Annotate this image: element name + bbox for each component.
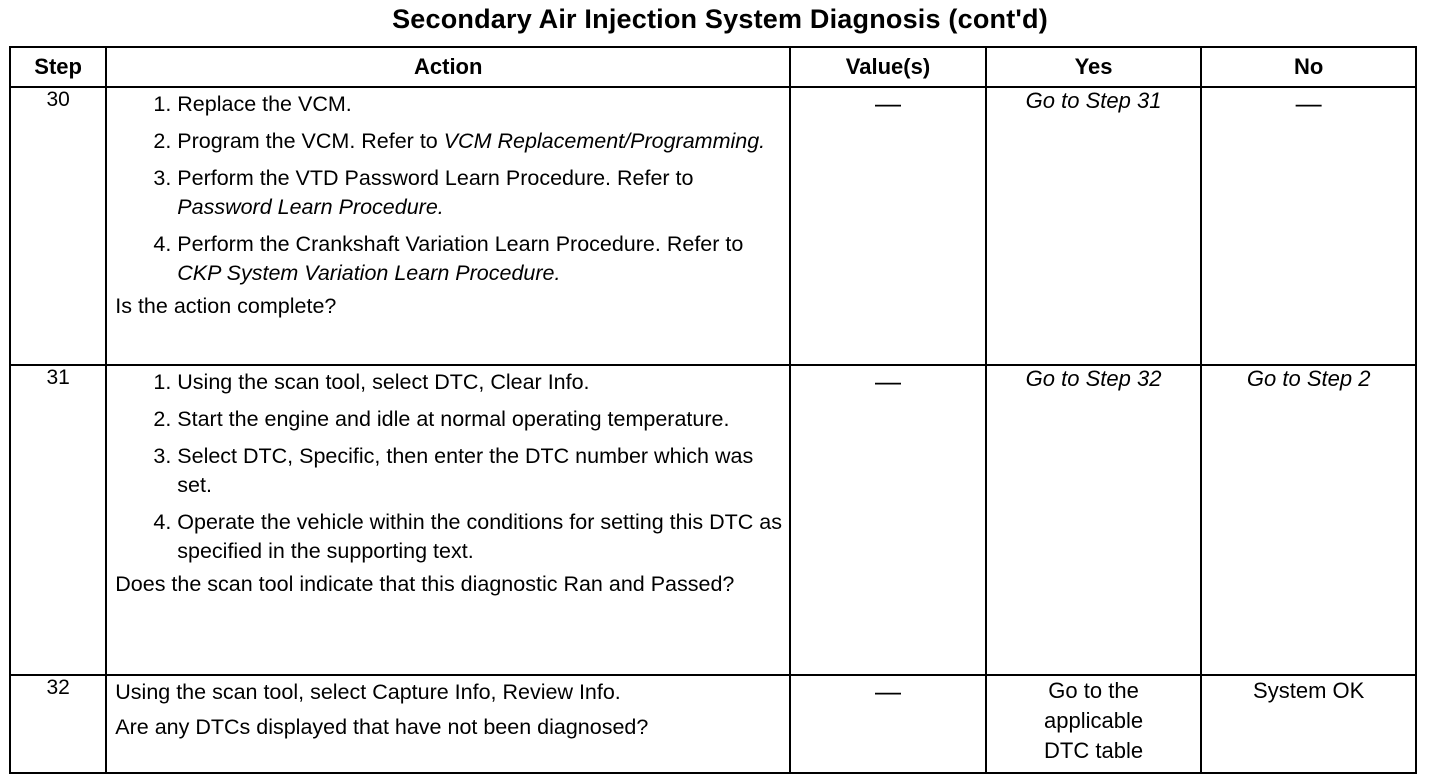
table-row [10, 675, 1416, 773]
value-cell: — [790, 675, 986, 773]
action-step: 1. Using the scan tool, select DTC, Clear Info. [177, 368, 783, 397]
step-number: 31 [10, 365, 106, 675]
page-title: Secondary Air Injection System Diagnosis (cont'd) [392, 4, 1048, 34]
action-question: Does the scan tool indicate that this diagnostic Ran and Passed? [115, 572, 735, 596]
action-steps [115, 368, 783, 566]
step-number: 32 [10, 675, 106, 773]
header-no: No [1201, 47, 1416, 87]
action-step: 4. Operate the vehicle within the conditions for setting this DTC as specified in the supporting text. [177, 508, 783, 566]
action-step: 2. Start the engine and idle at normal operating temperature. [177, 405, 783, 434]
no-result: — [1201, 87, 1416, 365]
diagnosis-table [9, 46, 1417, 774]
header-action: Action [106, 47, 790, 87]
value-cell: — [790, 87, 986, 365]
reference-link: VCM Replacement/Programming [443, 129, 760, 153]
yes-result: Go to the applicable DTC table [986, 675, 1202, 773]
header-step: Step [10, 47, 106, 87]
action-cell [106, 365, 790, 675]
header-row [10, 47, 1416, 87]
action-cell [106, 675, 790, 773]
yes-result: Go to Step 31 [986, 87, 1202, 365]
action-step: 4. Perform the Crankshaft Variation Learn Procedure. Refer to CKP System Variation Learn Procedure. [177, 230, 783, 288]
reference-link: Password Learn Procedure [177, 195, 438, 219]
action-steps [115, 90, 783, 288]
table-row [10, 87, 1416, 365]
action-question: Are any DTCs displayed that have not been diagnosed? [115, 715, 649, 739]
value-cell: — [790, 365, 986, 675]
table-row [10, 365, 1416, 675]
step-number: 30 [10, 87, 106, 365]
action-cell [106, 87, 790, 365]
action-step: 2. Program the VCM. Refer to VCM Replacement/Programming. [177, 127, 783, 156]
header-values: Value(s) [790, 47, 986, 87]
no-result: Go to Step 2 [1201, 365, 1416, 675]
reference-link: CKP System Variation Learn Procedure [177, 261, 555, 285]
action-line: Using the scan tool, select Capture Info, Review Info. [115, 680, 621, 704]
yes-result: Go to Step 32 [986, 365, 1202, 675]
action-step: 1. Replace the VCM. [177, 90, 783, 119]
action-question: Is the action complete? [115, 294, 337, 318]
no-result: System OK [1201, 675, 1416, 773]
action-step: 3. Select DTC, Specific, then enter the DTC number which was set. [177, 442, 783, 500]
action-step: 3. Perform the VTD Password Learn Procedure. Refer to Password Learn Procedure. [177, 164, 783, 222]
header-yes: Yes [986, 47, 1202, 87]
